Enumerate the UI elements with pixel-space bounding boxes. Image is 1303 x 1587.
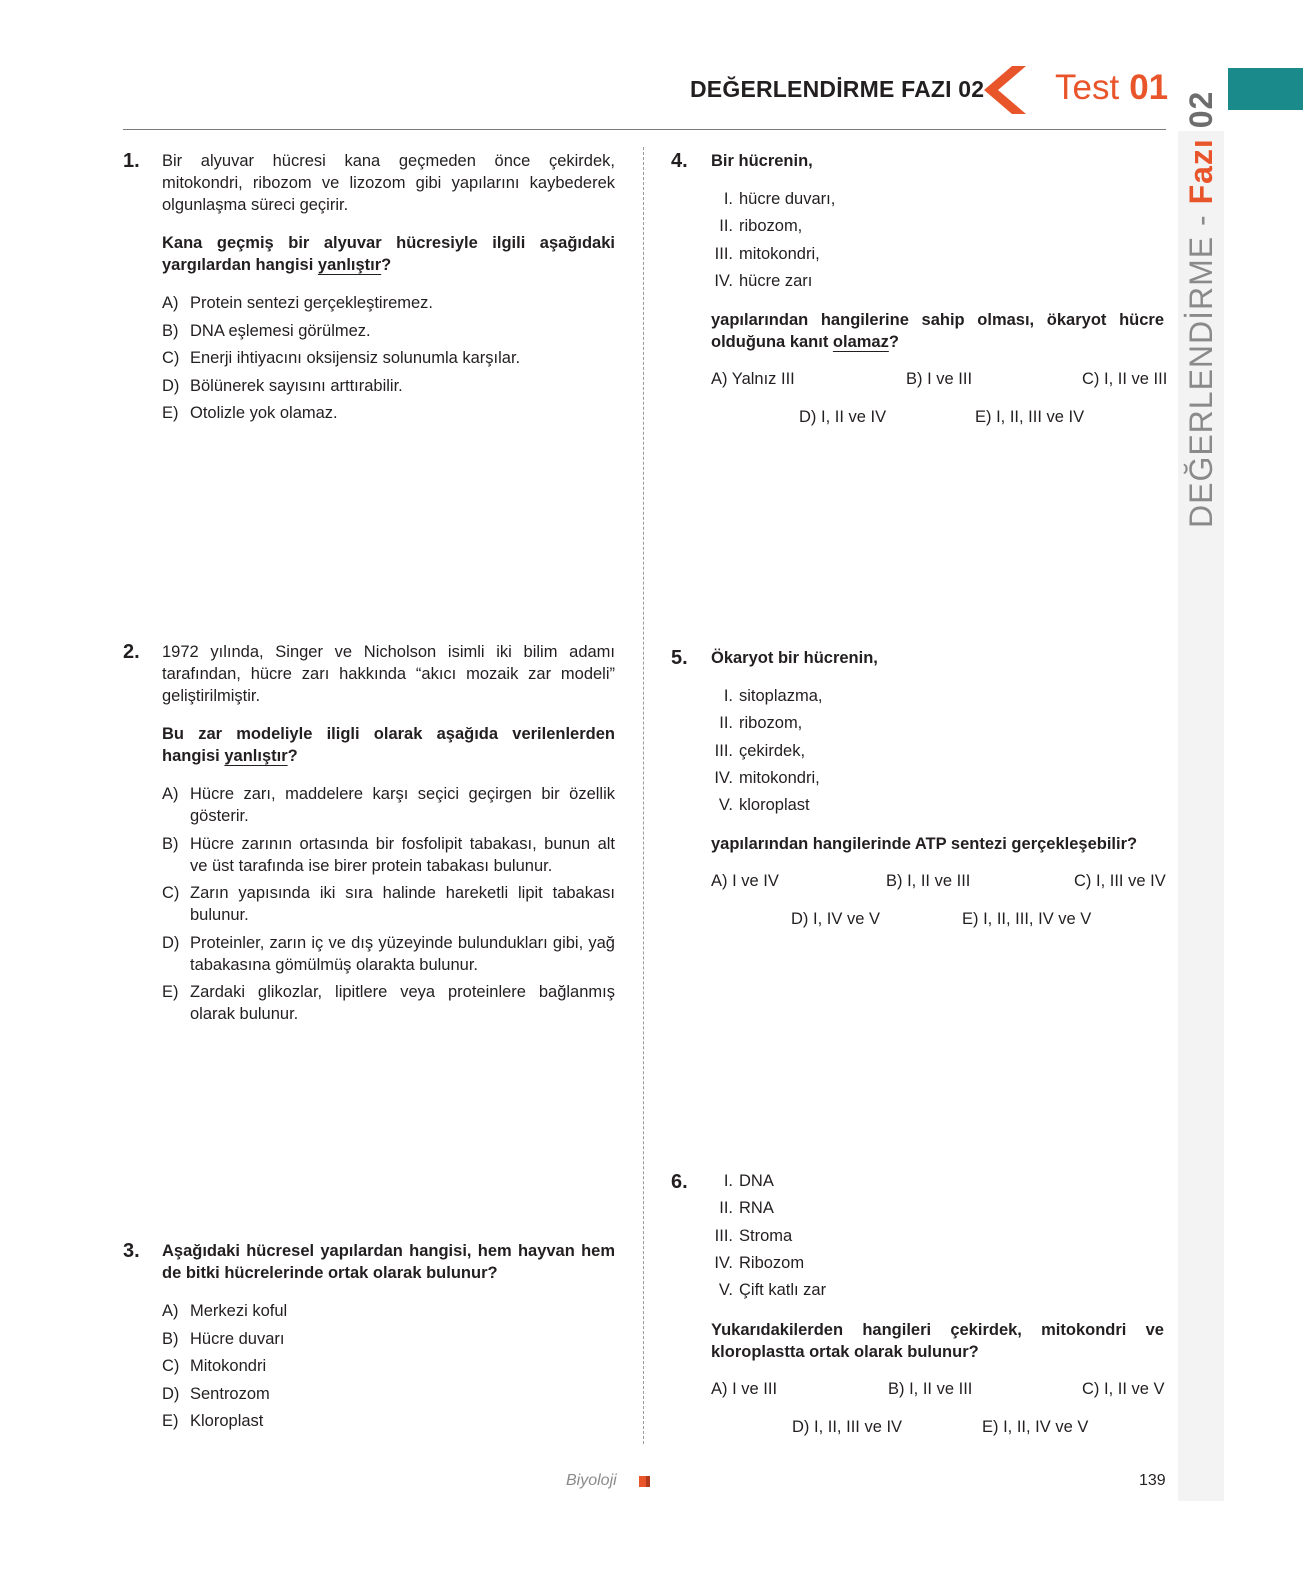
option-letter: E) [162,404,179,422]
option-letter: D) [162,1384,180,1403]
roman-numeral: V. [718,1281,733,1300]
column-divider [643,147,644,1444]
roman-text: Stroma [739,1226,793,1245]
option-letter: E) [962,910,979,928]
roman-numeral: III. [714,244,733,263]
answer-option[interactable] [162,320,615,342]
roman-text: mitokondri, [739,768,820,787]
answer-options [162,292,615,430]
option-text: I, II, III, IV ve V [983,910,1092,928]
option-text: I, II, III ve IV [996,408,1085,426]
answer-option[interactable] [162,981,615,1025]
roman-text: çekirdek, [739,741,806,760]
test-word: Test [1055,68,1120,107]
answer-option[interactable] [162,402,615,424]
roman-text: RNA [739,1199,774,1218]
roman-item [705,213,835,240]
answer-option[interactable] [162,1300,615,1322]
option-text: Yalnız III [731,370,795,388]
answer-options [162,1300,615,1438]
answer-option[interactable] [162,1410,615,1432]
question-number: 1. [123,150,140,172]
roman-numeral: IV. [714,271,733,290]
roman-numeral: I. [723,687,733,705]
option-text: Zarın yapısında iki sıra halinde hareketli lipit tabakası bulunur. [190,884,615,924]
answer-option[interactable] [711,370,795,389]
answer-option[interactable] [162,882,615,926]
answer-option[interactable] [906,370,972,389]
option-text: I, III ve IV [1096,872,1166,890]
roman-text: Çift katlı zar [739,1281,827,1300]
roman-list [705,186,835,295]
answer-option[interactable] [975,408,1084,427]
roman-item [705,738,822,765]
option-text: Protein sentezi gerçekleştiremez. [190,294,434,312]
option-letter: D) [792,1418,810,1436]
option-text: Mitokondri [190,1357,267,1375]
roman-item [705,1250,826,1277]
option-letter: A) [711,1380,728,1398]
roman-text: kloroplast [739,796,810,815]
roman-numeral: I. [723,1172,733,1190]
roman-text: mitokondri, [739,244,820,263]
option-text: Hücre zarı, maddelere karşı seçici geçirgen bir özellik gösterir. [190,785,615,825]
question-stem: Aşağıdaki hücresel yapılardan hangisi, hem hayvan hem de bitki hücrelerinde ortak olarak bulunur? [162,1242,615,1282]
answer-option[interactable] [711,872,779,891]
answer-option[interactable] [792,1418,902,1437]
option-text: I ve III [927,370,973,388]
option-text: I, II ve III [909,1380,973,1398]
option-letter: D) [799,408,817,426]
option-text: I, II ve IV [821,408,887,426]
stem-end: ? [381,256,392,274]
roman-numeral: III. [714,741,733,760]
option-letter: E) [162,1412,179,1430]
roman-numeral: II. [719,217,733,236]
question-stem [162,723,615,767]
question-stem [162,232,615,276]
side-phase: Fazı [1183,138,1219,205]
option-letter: C) [1074,872,1092,890]
roman-item [705,710,822,737]
option-text: Otolizle yok olamaz. [190,404,338,422]
question-number: 4. [671,150,688,172]
option-letter: A) [162,1302,179,1320]
roman-text: ribozom, [739,217,803,236]
answer-option[interactable] [162,292,615,314]
stem-text: Kana geçmiş bir alyuvar hücresiyle ilgili aşağıdaki yargılardan hangisi [162,234,615,274]
answer-option[interactable] [1082,370,1167,389]
option-letter: D) [162,376,180,395]
answer-options [162,783,615,1031]
question-intro: Ökaryot bir hücrenin, [711,649,878,667]
question-number: 3. [123,1240,140,1262]
header-tab-decoration [1228,68,1303,110]
option-letter: A) [711,370,728,388]
option-text: Bölünerek sayısını arttırabilir. [190,376,403,395]
roman-numeral: IV. [714,768,733,787]
option-text: Proteinler, zarın iç ve dış yüzeyinde bulundukları gibi, yağ tabakasına gömülmüş olarakta bulunur. [190,933,615,974]
question-number: 5. [671,647,688,669]
option-letter: B) [888,1380,905,1398]
option-text: I, II ve III [1104,370,1168,388]
answer-option[interactable] [162,1355,615,1377]
option-text: I, II, III ve IV [814,1418,903,1436]
answer-option[interactable] [162,932,615,976]
phase-title: DEĞERLENDİRME FAZI 02 [690,76,985,102]
answer-option[interactable] [1082,1380,1165,1399]
stem-end: ? [287,747,298,765]
roman-list [705,1168,826,1304]
question-stem [711,309,1164,353]
option-text: Sentrozom [190,1384,270,1403]
roman-text: sitoplazma, [739,687,823,705]
page-number: 139 [1139,1472,1166,1489]
option-letter: B) [886,872,903,890]
option-text: DNA eşlemesi görülmez. [190,321,371,340]
option-letter: A) [711,872,728,890]
stem-emphasis: yanlıştır [224,747,288,765]
roman-item [705,186,835,213]
option-text: I, II, IV ve V [1003,1418,1089,1436]
answer-option[interactable] [791,910,880,929]
option-text: Enerji ihtiyacını oksijensiz solunumla karşılar. [190,349,521,367]
option-letter: C) [1082,370,1100,388]
question-intro: 1972 yılında, Singer ve Nicholson isimli iki bilim adamı tarafından, hücre zarı hakkında “akıcı mozaik zar modeli” geliştirilmiştir. [162,643,615,705]
stem-text: yapılarından hangilerine sahip olması, ökaryot hücre olduğuna kanıt [711,311,1164,351]
option-text: Kloroplast [190,1412,264,1430]
roman-item [705,683,822,710]
option-text: I, II ve III [907,872,971,890]
answer-option[interactable] [162,833,615,877]
roman-item [705,792,822,819]
option-letter: A) [162,294,179,312]
answer-option[interactable] [711,1380,777,1399]
side-label [1178,91,1224,528]
test-label [1055,68,1168,108]
answer-option[interactable] [886,872,970,891]
option-letter: B) [162,834,179,853]
roman-numeral: IV. [714,1253,733,1272]
roman-item [705,765,822,792]
roman-item [705,1223,826,1250]
roman-list [705,683,822,819]
stem-emphasis: yanlıştır [317,256,382,274]
option-text: Zardaki glikozlar, lipitlere veya proteinlere bağlanmış olarak bulunur. [190,983,615,1023]
stem-emphasis: olamaz [832,333,889,351]
option-letter: C) [162,349,180,367]
option-letter: B) [906,370,923,388]
option-text: I, IV ve V [813,910,880,928]
question-number: 2. [123,641,140,663]
question-stem: yapılarından hangilerinde ATP sentezi gerçekleşebilir? [711,835,1138,853]
question-stem: Yukarıdakilerden hangileri çekirdek, mitokondri ve kloroplastta ortak olarak bulunur? [711,1321,1164,1361]
question-number: 6. [671,1171,688,1193]
answer-option[interactable] [799,408,886,427]
option-text: I, II ve V [1104,1380,1165,1398]
answer-option[interactable] [888,1380,972,1399]
option-letter: C) [1082,1380,1100,1398]
roman-item [705,1277,826,1304]
side-number: 02 [1183,90,1219,129]
roman-text: DNA [739,1172,774,1190]
option-letter: D) [162,933,180,952]
option-text: Hücre duvarı [190,1329,285,1348]
roman-numeral: III. [714,1226,733,1245]
stem-text: Bu zar modeliyle iligli olarak aşağıda verilenlerden hangisi [162,725,615,765]
header-rule [123,129,1166,130]
roman-item [705,268,835,295]
roman-numeral: I. [723,190,733,208]
roman-text: hücre duvarı, [739,190,836,208]
option-letter: E) [975,408,992,426]
roman-numeral: V. [718,796,733,815]
footer-square-icon [639,1476,650,1487]
answer-option[interactable] [162,1328,615,1350]
question-intro: Bir hücrenin, [711,152,813,170]
answer-option[interactable] [1074,872,1166,891]
stem-end: ? [888,333,899,351]
option-letter: B) [162,1329,179,1348]
footer-subject: Biyoloji [566,1472,617,1489]
roman-numeral: II. [719,1199,733,1218]
answer-option[interactable] [162,783,615,827]
option-letter: A) [162,785,179,803]
roman-item [705,1195,826,1222]
roman-numeral: II. [719,714,733,733]
option-text: I ve III [732,1380,778,1398]
test-number: 01 [1129,68,1169,107]
option-letter: B) [162,321,179,340]
question-intro: Bir alyuvar hücresi kana geçmeden önce çekirdek, mitokondri, ribozom ve lizozom gibi yapılarını kaybederek olgunlaşma süreci geçirir. [162,152,615,214]
roman-text: hücre zarı [739,271,813,290]
option-letter: D) [791,910,809,928]
option-text: Hücre zarının ortasında bir fosfolipit tabakası, bunun alt ve üst tarafında ise birer protein tabakası bulunur. [190,834,615,875]
option-letter: E) [982,1418,999,1436]
option-text: Merkezi koful [190,1302,288,1320]
answer-option[interactable] [162,375,615,397]
option-letter: C) [162,1357,180,1375]
answer-option[interactable] [162,1383,615,1405]
option-letter: E) [162,983,179,1001]
roman-text: ribozom, [739,714,803,733]
roman-text: Ribozom [739,1253,805,1272]
roman-item [705,1168,826,1195]
roman-item [705,241,835,268]
answer-option[interactable] [962,910,1091,929]
answer-option[interactable] [982,1418,1088,1437]
side-label-text: DEĞERLENDİRME - [1183,214,1219,528]
option-text: I ve IV [732,872,779,890]
option-letter: C) [162,884,180,902]
chevron-left-icon [982,66,1026,114]
answer-option[interactable] [162,347,615,369]
